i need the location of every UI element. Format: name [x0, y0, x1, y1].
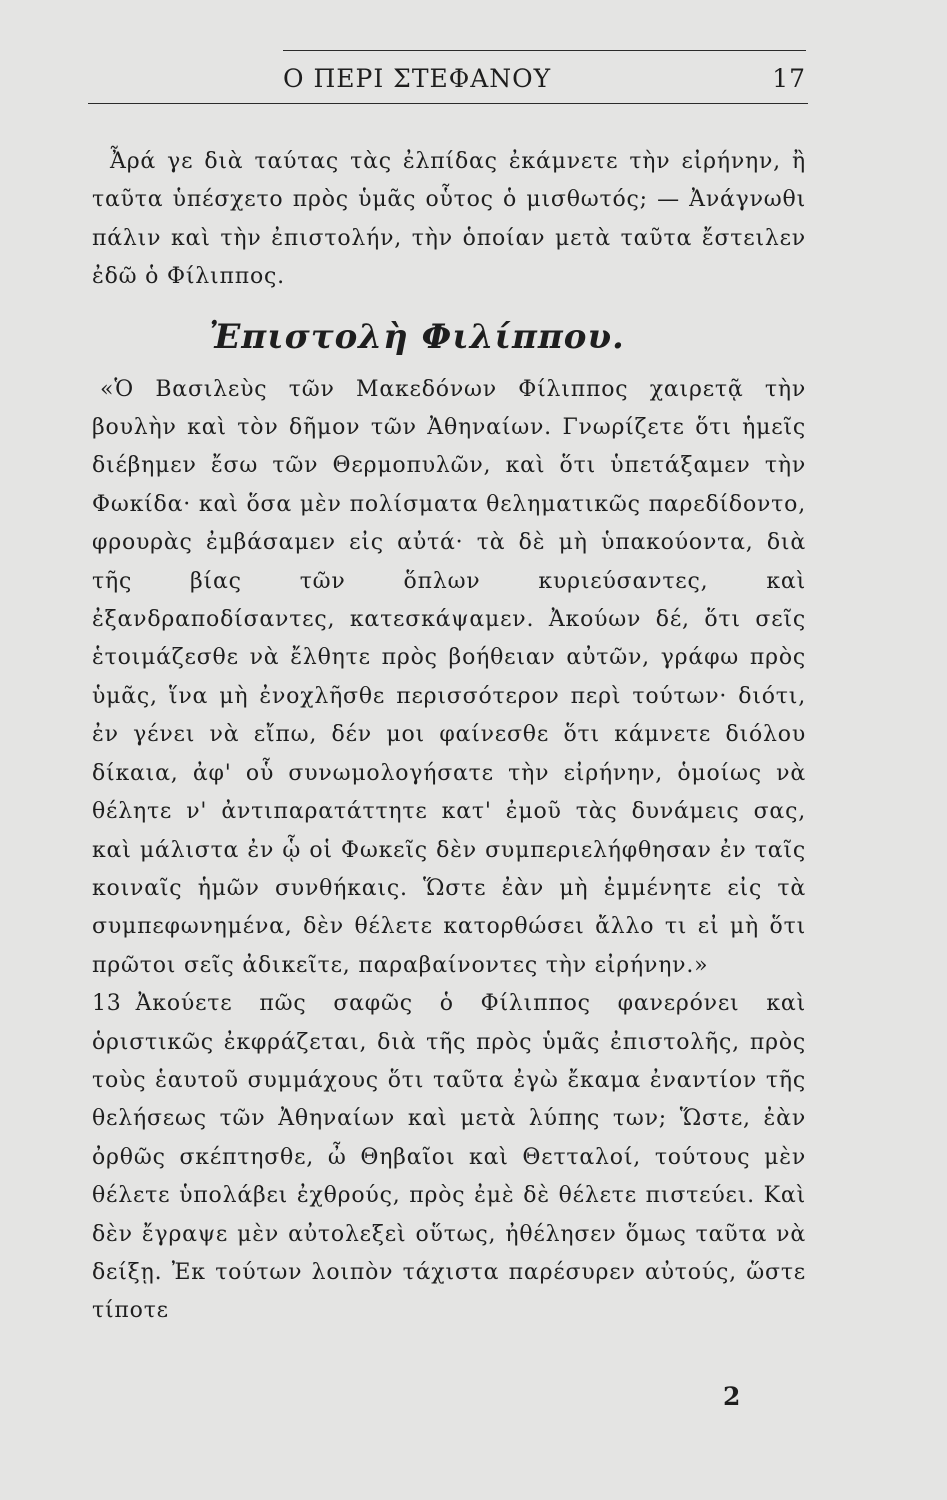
intro-paragraph: Ἆρά γε διὰ ταύτας τὰς ἐλπίδας ἐκάμνετε τὴν εἰρήνην, ἢ ταῦτα ὑπέσχετο πρὸς ὑμᾶς οὗτος ὁ μισθωτός; — Ἀνάγνωθι πάλιν καὶ τὴν ἐπιστολήν, τὴν ὁποίαν μετὰ ταῦτα ἔστειλεν ἐδῶ ὁ Φίλιππος. [92, 149, 806, 290]
header-top-rule [283, 50, 806, 51]
body-text [92, 143, 806, 1331]
letter-paragraph: «Ὁ Βασιλεὺς τῶν Μακεδόνων Φίλιππος χαιρετᾷ τὴν βουλὴν καὶ τὸν δῆμον τῶν Ἀθηναίων. Γνωρίζετε ὅτι ἡμεῖς διέβημεν ἔσω τῶν Θερμοπυλῶν, καὶ ὅτι ὑπετάξαμεν τὴν Φωκίδα· καὶ ὅσα μὲν πολίσματα θεληματικῶς παρεδίδοντο, φρουρὰς ἐμβάσαμεν εἰς αὐτά· τὰ δὲ μὴ ὑπακούοντα, διὰ τῆς βίας τῶν ὅπλων κυριεύσαντες, καὶ ἐξανδραποδίσαντες, κατεσκάψαμεν. Ἀκούων δέ, ὅτι σεῖς ἑτοιμάζεσθε νὰ ἔλθητε πρὸς βοήθειαν αὐτῶν, γράφω πρὸς ὑμᾶς, ἵνα μὴ ἐνοχλῆσθε περισσότερον περὶ τούτων· διότι, ἐν γένει νὰ εἴπω, δέν μοι φαίνεσθε ὅτι κάμνετε διόλου δίκαια, ἀφ' οὗ συνωμολογήσατε τὴν εἰρήνην, ὁμοίως νὰ θέλητε ν' ἀντιπαρατάττητε κατ' ἐμοῦ τὰς δυνάμεις σας, καὶ μάλιστα ἐν ᾧ οἱ Φωκεῖς δὲν συμπεριελήφθησαν ἐν ταῖς κοιναῖς ἡμῶν συνθήκαις. Ὥστε ἐὰν μὴ ἐμμένητε εἰς τὰ συμπεφωνημένα, δὲν θέλετε κατορθώσει ἄλλο τι εἰ μὴ ὅτι πρῶτοι σεῖς ἀδικεῖτε, παραβαίνοντες τὴν εἰρήνην.» [92, 376, 806, 978]
signature-mark: 2 [723, 1382, 741, 1411]
page-number: 17 [772, 64, 806, 93]
section-text: Ἀκούετε πῶς σαφῶς ὁ Φίλιππος φανερόνει καὶ ὁριστικῶς ἐκφράζεται, διὰ τῆς πρὸς ὑμᾶς ἐπιστολῆς, πρὸς τοὺς ἑαυτοῦ συμμάχους ὅτι ταῦτα ἐγὼ ἔκαμα ἐναντίον τῆς θελήσεως τῶν Ἀθηναίων καὶ μετὰ λύπης των; Ὥστε, ἐὰν ὀρθῶς σκέπτησθε, ὦ Θηβαῖοι καὶ Θετταλοί, τούτους μὲν θέλετε ὑπολάβει ἐχθρούς, πρὸς ἐμὲ δὲ θέλετε πιστεύει. Καὶ δὲν ἔγραψε μὲν αὐτολεξεὶ οὕτως, ἠθέλησεν ὅμως ταῦτα νὰ δείξῃ. Ἐκ τούτων λοιπὸν τάχιστα παρέσυρεν αὐτούς, ὥστε τίποτε [92, 991, 806, 1324]
section-number: 13 [92, 991, 122, 1017]
running-head [283, 60, 806, 100]
letter-heading: Ἐπιστολὴ Φιλίππου. [209, 316, 625, 357]
header-bottom-rule [88, 103, 808, 104]
running-title: Ο ΠΕΡΙ ΣΤΕΦΑΝΟΥ [283, 64, 552, 93]
section-paragraph [92, 985, 806, 1331]
